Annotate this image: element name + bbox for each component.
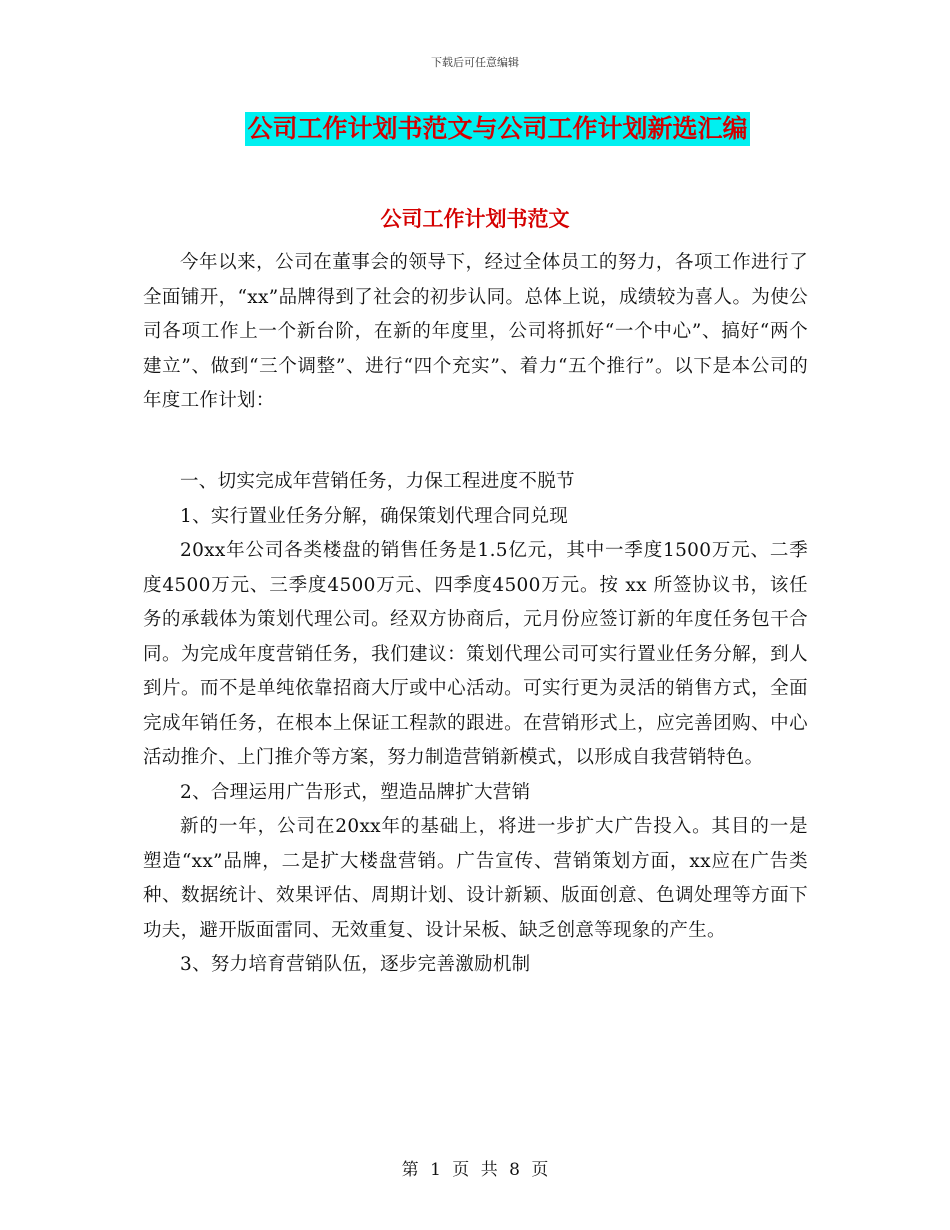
heading-level2-sales-team: 3、努力培育营销队伍，逐步完善激励机制 [180,954,531,975]
heading-level2-advertising: 2、合理运用广告形式，塑造品牌扩大营销 [180,781,531,803]
paragraph-sales-task: 20xx年公司各类楼盘的销售任务是1.5亿元，其中一季度1500万元、二季度4500万元、三季度4500万元、四季度4500万元。按 xx 所签协议书，该任务的承载体为策划代理公司。经双方协商后，元月份应签订新的年度任务包干合同。为完成年度营销任务，我们建议：策划代理公司可实行置业任务分解，到人到片。而不是单纯依靠招商大厅或中心活动。可实行更为灵活的销售方式，全面完成年销任务，在根本上保证工程款的跟进。在营销形式上，应完善团购、中心活动推介、上门推介等方案，努力制造营销新模式，以形成自我营销特色。 [143,540,808,768]
page-number-footer: 第 1 页 共 8 页 [401,1160,549,1180]
paragraph-advertising: 新的一年，公司在20xx年的基础上，将进一步扩大广告投入。其目的一是塑造“xx”品牌，二是扩大楼盘营销。广告宣传、营销策划方面，xx应在广告类种、数据统计、效果评估、周期计划、设计新颖、版面创意、色调处理等方面下功夫，避开版面雷同、无效重复、设计呆板、缺乏创意等现象的产生。 [143,816,808,941]
document-title-container [0,112,950,146]
heading-level2-task-split: 1、实行置业任务分解，确保策划代理合同兑现 [180,505,569,527]
paragraph-intro: 今年以来，公司在董事会的领导下，经过全体员工的努力，各项工作进行了全面铺开，“xx”品牌得到了社会的初步认同。总体上说，成绩较为喜人。为使公司各项工作上一个新台阶，在新的年度里，公司将抓好“一个中心”、搞好“两个建立”、做到“三个调整”、进行“四个充实”、着力“五个推行”。以下是本公司的年度工作计划： [143,252,808,411]
body-text-block-1 [143,246,808,419]
heading-level1-marketing: 一、切实完成年营销任务，力保工程进度不脱节 [180,471,575,492]
body-text-block-2 [143,465,808,983]
header-note: 下载后可任意编辑 [431,56,519,69]
section-title: 公司工作计划书范文 [380,207,570,231]
document-title: 公司工作计划书范文与公司工作计划新选汇编 [245,112,749,146]
